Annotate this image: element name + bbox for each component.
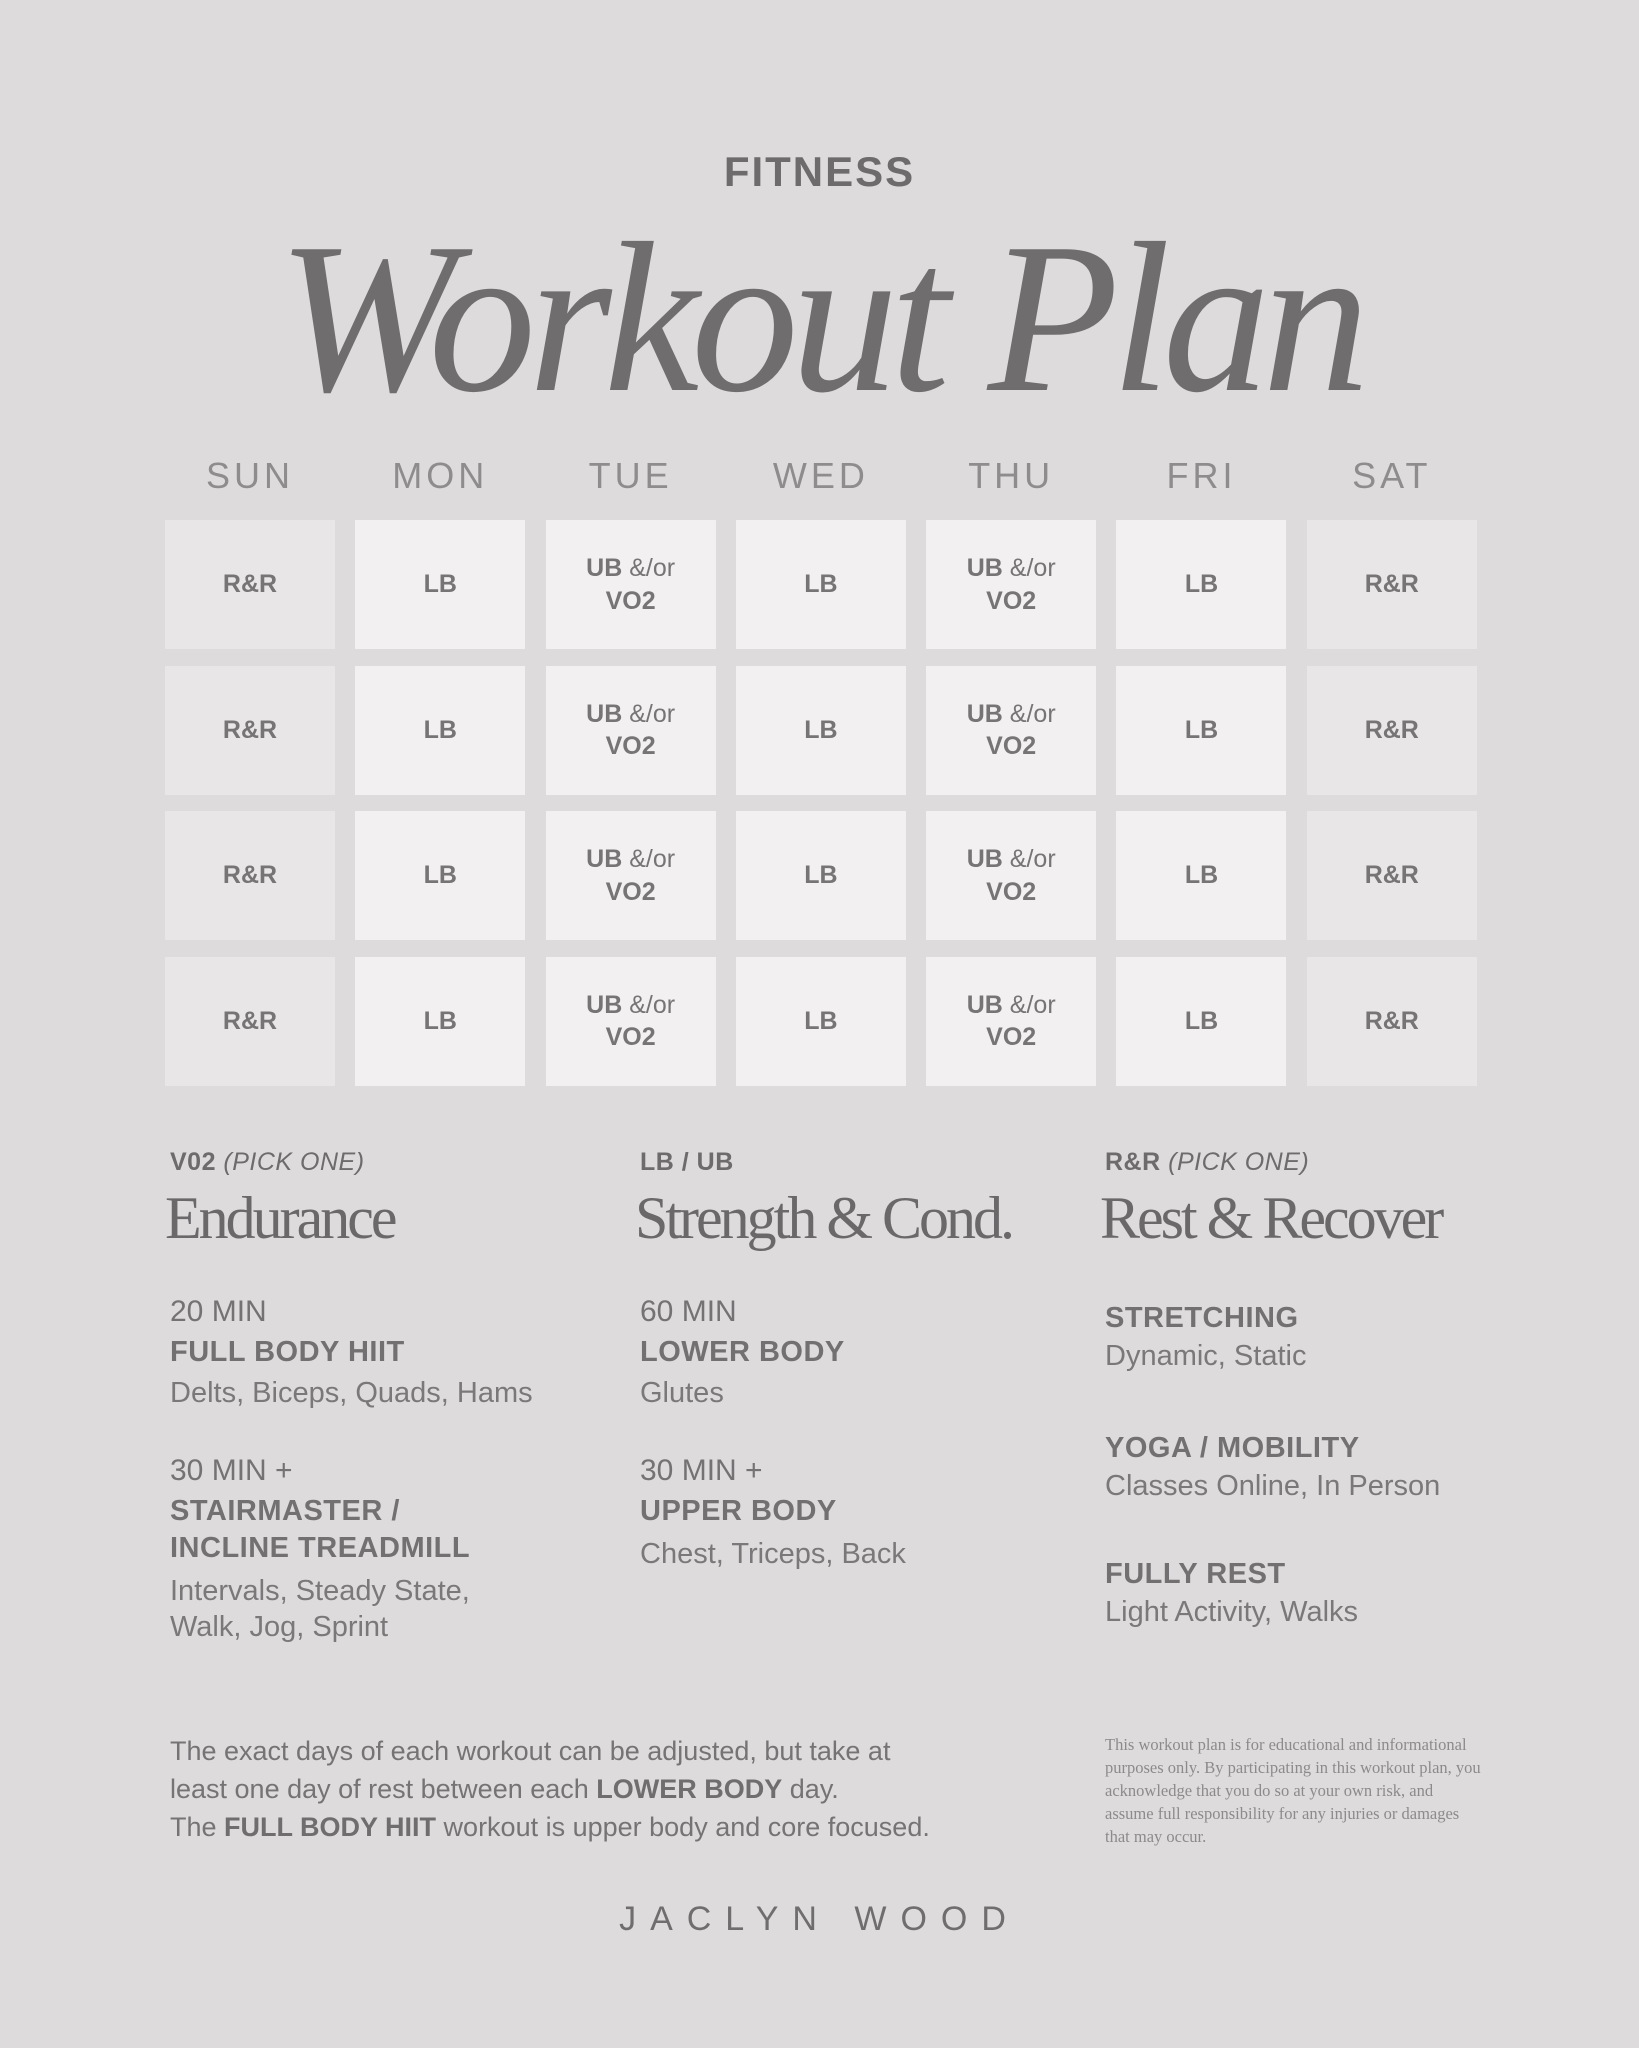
recovery-block	[1105, 1428, 1535, 1504]
weekday-header	[165, 455, 1477, 497]
day-label: MON	[392, 455, 489, 496]
recovery-column	[1100, 1148, 1535, 1630]
lower-body-cell: LB	[1116, 520, 1286, 649]
cell-line: UB &/or	[966, 845, 1056, 873]
header-kicker: FITNESS	[723, 148, 916, 195]
duration: 30 MIN +	[640, 1454, 763, 1487]
workout-name: STRETCHING	[1105, 1302, 1299, 1334]
cell-line: VO2	[605, 586, 656, 615]
day-label: WED	[772, 455, 869, 496]
note-line: The exact days of each workout can be adjusted, but take at	[170, 1736, 891, 1766]
workout-detail: Walk, Jog, Sprint	[170, 1611, 389, 1643]
cell-line: VO2	[986, 732, 1037, 760]
rest-day-cell: R&R	[165, 520, 335, 649]
duration: 30 MIN +	[170, 1454, 293, 1487]
workout-detail: Dynamic, Static	[1105, 1340, 1307, 1372]
rest-day-cell: R&R	[165, 666, 335, 795]
rest-day-cell: R&R	[1307, 811, 1477, 940]
rest-day-cell: R&R	[1307, 957, 1477, 1086]
column-title: Strength & Cond.	[635, 1185, 1013, 1251]
note-line: least one day of rest between each LOWER BODY day.	[170, 1774, 839, 1804]
cell-line: VO2	[986, 877, 1037, 906]
upper-body-vo2-cell	[546, 520, 716, 649]
workout-name: LOWER BODY	[640, 1336, 845, 1368]
workout-detail: Chest, Triceps, Back	[640, 1538, 906, 1570]
brand-name: JACLYN WOOD	[619, 1900, 1020, 1938]
upper-body-vo2-cell	[546, 957, 716, 1086]
upper-body-vo2-cell	[926, 811, 1096, 940]
cell-line: VO2	[986, 586, 1037, 615]
column-kicker: V02 (PICK ONE)	[170, 1148, 365, 1176]
schedule-grid	[165, 520, 1477, 1086]
disclaimer: This workout plan is for educational and informational purposes only. By participating in this workout plan, you acknowledge that you do so at your own risk, and assume full responsibility for any injuries or damages that may occur.	[1105, 1735, 1481, 1846]
duration: 20 MIN	[170, 1295, 267, 1328]
workout-name: FULLY REST	[1105, 1558, 1286, 1590]
day-label: FRI	[1166, 455, 1237, 496]
rest-day-cell: R&R	[1307, 520, 1477, 649]
cell-line: UB &/or	[966, 554, 1056, 582]
cell-line: VO2	[986, 1023, 1037, 1051]
upper-body-vo2-cell	[926, 666, 1096, 795]
recovery-block	[1105, 1554, 1535, 1630]
workout-name: INCLINE TREADMILL	[170, 1532, 471, 1564]
workout-name: YOGA / MOBILITY	[1105, 1432, 1360, 1464]
lower-body-cell: LB	[736, 520, 906, 649]
lower-body-cell: LB	[355, 520, 525, 649]
workout-detail: Delts, Biceps, Quads, Hams	[170, 1377, 533, 1409]
cell-line: UB &/or	[966, 699, 1056, 728]
workout-name: UPPER BODY	[640, 1495, 837, 1527]
cell-line: VO2	[605, 732, 656, 760]
lower-body-cell: LB	[1116, 666, 1286, 795]
cell-line: VO2	[605, 1023, 656, 1051]
workout-detail: Glutes	[640, 1377, 724, 1409]
lower-body-cell: LB	[736, 666, 906, 795]
workout-block	[640, 1290, 1070, 1411]
lower-body-cell: LB	[355, 811, 525, 940]
column-title: Endurance	[165, 1185, 395, 1251]
day-label: TUE	[588, 455, 673, 496]
workout-detail: Light Activity, Walks	[1105, 1596, 1359, 1628]
upper-body-vo2-cell	[546, 666, 716, 795]
upper-body-vo2-cell	[546, 811, 716, 940]
schedule-note	[170, 1732, 1030, 1846]
recovery-block	[1105, 1298, 1535, 1374]
lower-body-cell: LB	[355, 666, 525, 795]
cell-line: UB &/or	[966, 990, 1056, 1019]
note-line: The FULL BODY HIIT workout is upper body and core focused.	[170, 1812, 930, 1842]
workout-name: STAIRMASTER /	[170, 1495, 400, 1527]
lower-body-cell: LB	[736, 957, 906, 1086]
column-kicker: R&R (PICK ONE)	[1105, 1148, 1310, 1176]
column-kicker: LB / UB	[640, 1148, 734, 1176]
lower-body-cell: LB	[1116, 811, 1286, 940]
cell-line: VO2	[605, 877, 656, 906]
rest-day-cell: R&R	[1307, 666, 1477, 795]
duration: 60 MIN	[640, 1295, 737, 1328]
endurance-column	[165, 1148, 600, 1645]
workout-detail: Intervals, Steady State,	[170, 1575, 470, 1607]
cell-line: UB &/or	[586, 990, 676, 1019]
column-title: Rest & Recover	[1100, 1185, 1442, 1251]
workout-block	[170, 1290, 600, 1411]
day-label: THU	[968, 455, 1055, 496]
workout-block	[640, 1449, 1070, 1572]
rest-day-cell: R&R	[165, 957, 335, 1086]
workout-detail: Classes Online, In Person	[1105, 1470, 1441, 1502]
workout-name: FULL BODY HIIT	[170, 1336, 405, 1368]
cell-line: UB &/or	[586, 699, 676, 728]
upper-body-vo2-cell	[926, 520, 1096, 649]
upper-body-vo2-cell	[926, 957, 1096, 1086]
workout-block	[170, 1449, 600, 1645]
lower-body-cell: LB	[355, 957, 525, 1086]
day-label: SUN	[205, 455, 294, 496]
strength-column	[635, 1148, 1070, 1572]
cell-line: UB &/or	[586, 554, 676, 582]
day-label: SAT	[1352, 455, 1432, 496]
rest-day-cell: R&R	[165, 811, 335, 940]
page-title: Workout Plan	[277, 198, 1362, 437]
cell-line: UB &/or	[586, 845, 676, 873]
lower-body-cell: LB	[736, 811, 906, 940]
lower-body-cell: LB	[1116, 957, 1286, 1086]
